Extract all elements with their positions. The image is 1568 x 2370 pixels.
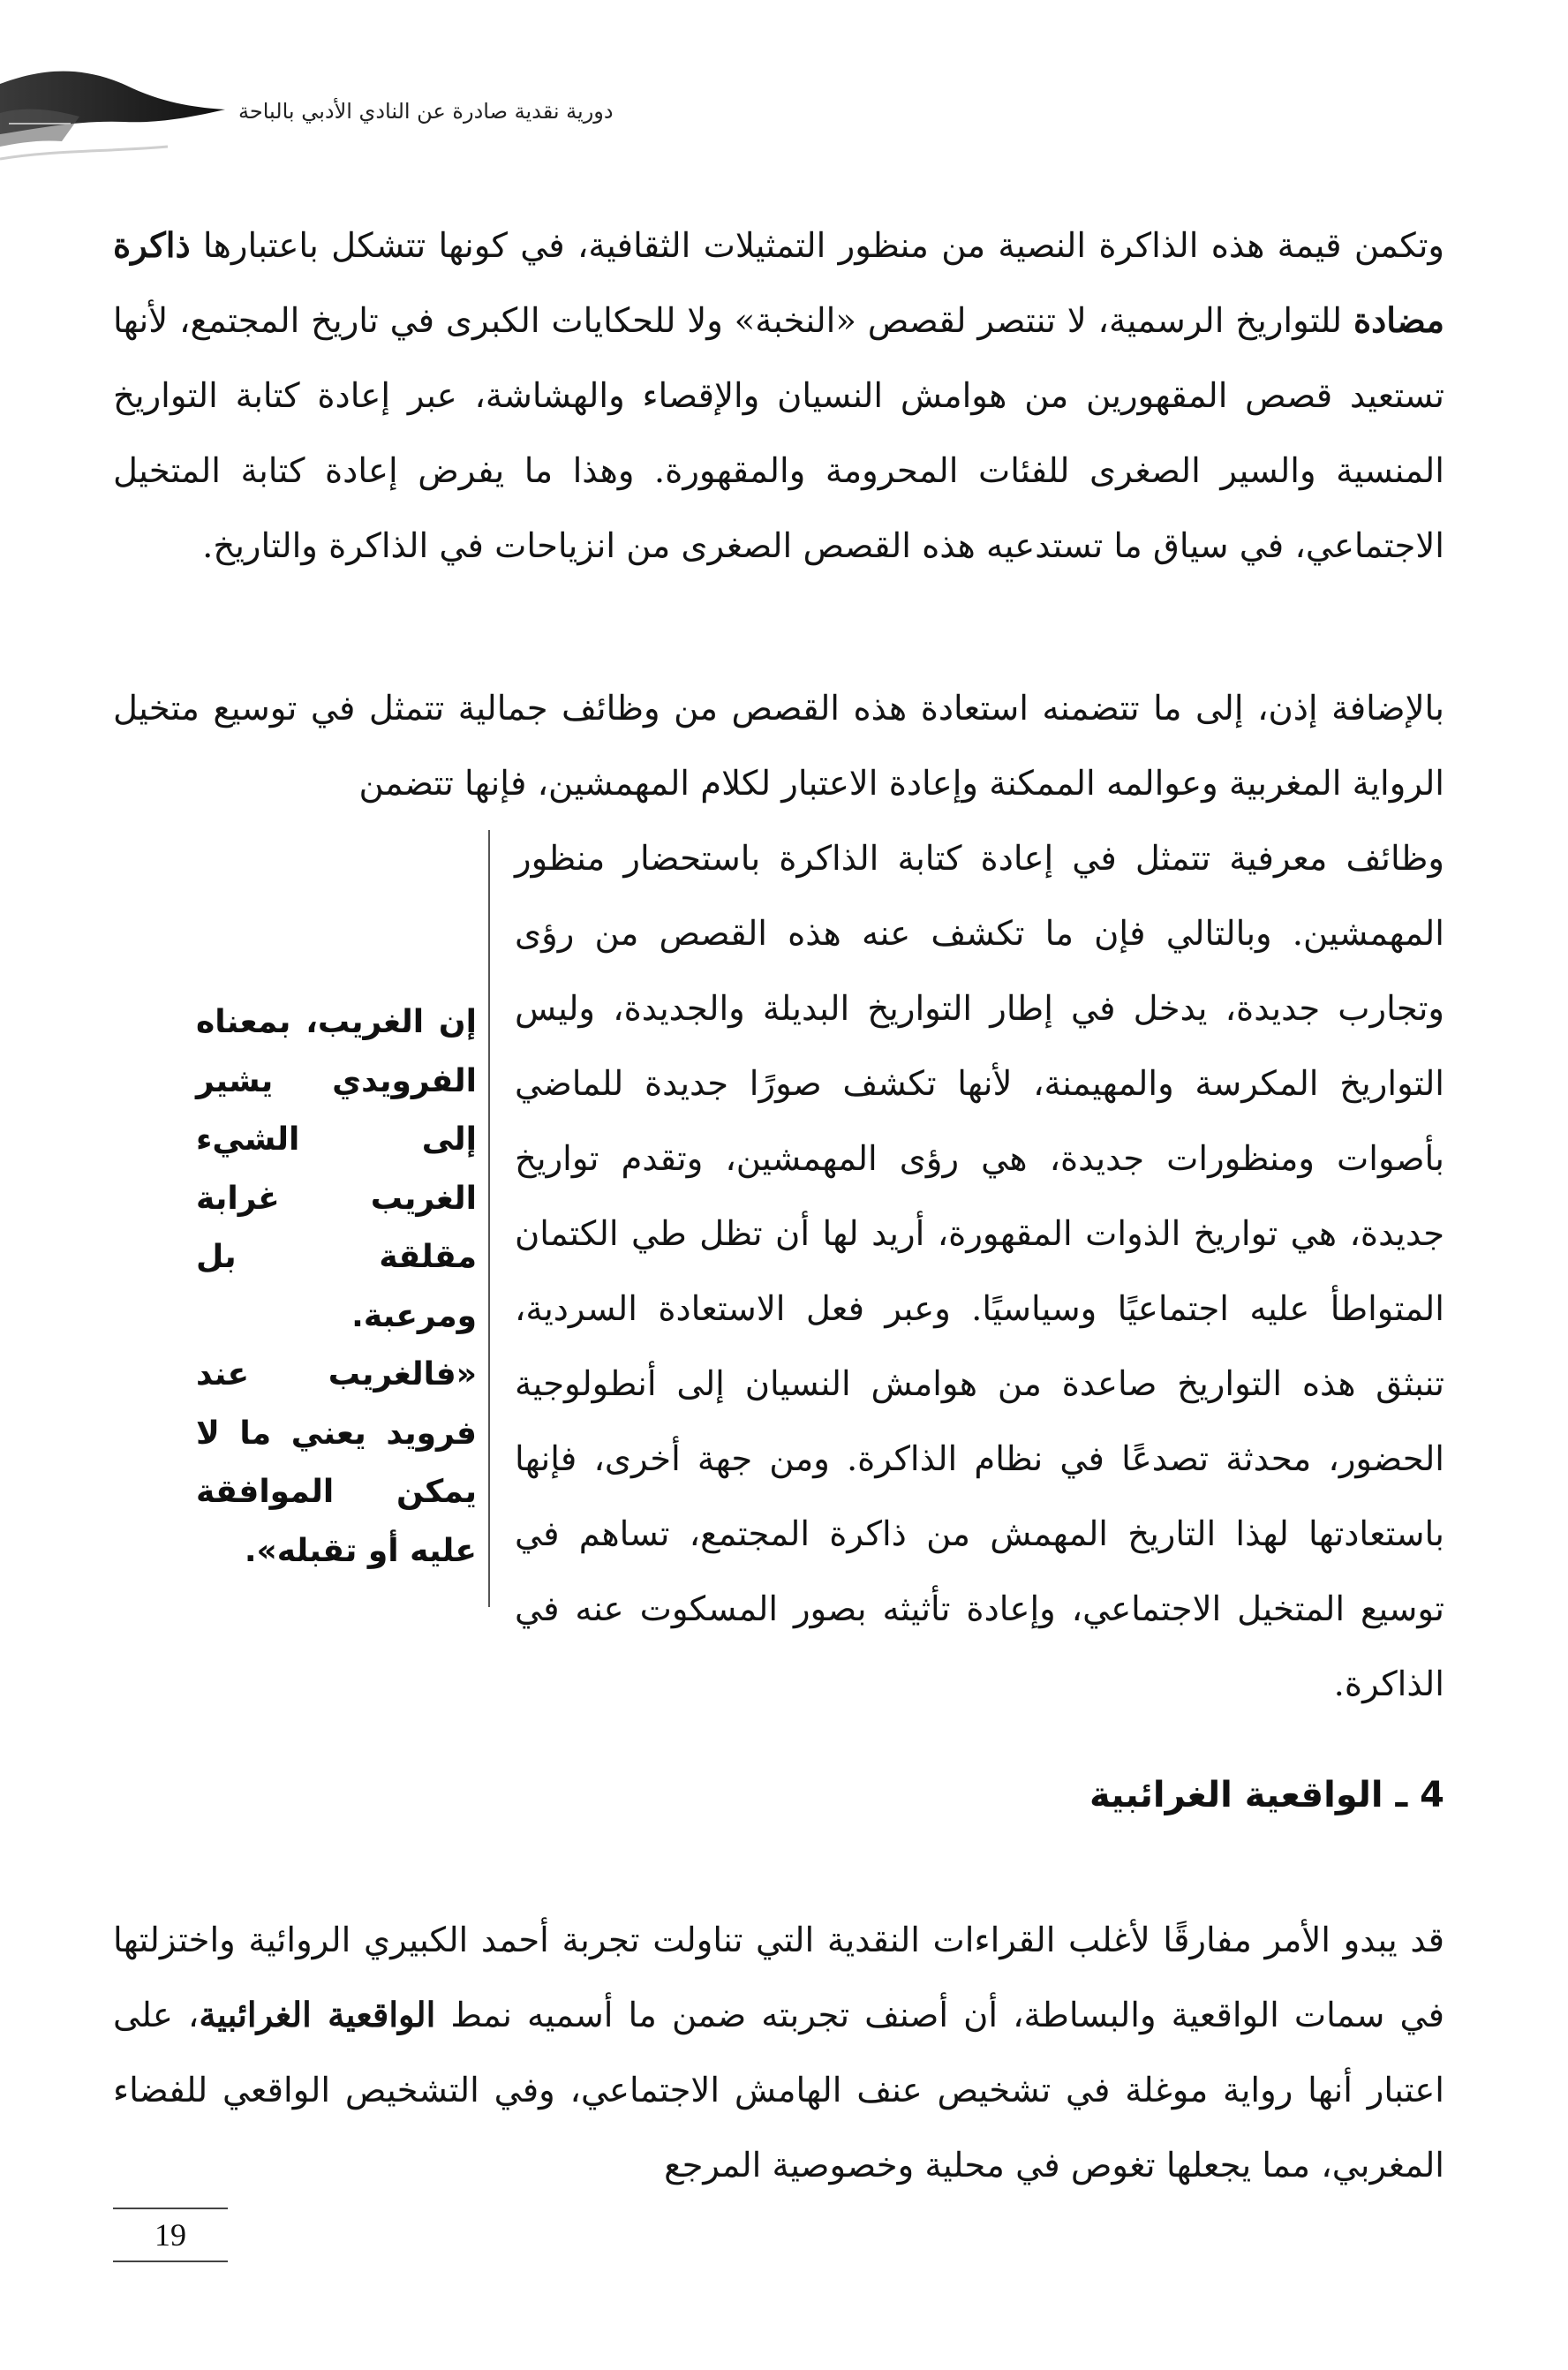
page-header xyxy=(0,0,1568,194)
paragraph-text: قد يبدو الأمر مفارقًا لأغلب القراءات النقدية التي تناولت تجربة أحمد الكبيري الروائية واختزلتها في سمات الواقعية والبساطة، أن أصنف تجربته ضمن ما أسميه نمط xyxy=(113,1921,1444,2035)
footer-rule-bottom xyxy=(113,2261,228,2262)
footer-rule-top xyxy=(113,2208,228,2209)
paragraph-memory-value xyxy=(113,208,1444,584)
page-number: 19 xyxy=(155,2217,186,2253)
paragraph-text: وتكمن قيمة هذه الذاكرة النصية من منظور التمثيلات الثقافية، في كونها تتشكل باعتبارها xyxy=(190,226,1444,266)
paragraph-grotesque-realism xyxy=(113,1903,1444,2203)
journal-logo-icon xyxy=(0,35,230,177)
paragraph-cognitive-functions: وظائف معرفية تتمثل في إعادة كتابة الذاكرة باستحضار منظور المهمشين. وبالتالي فإن ما تكشف عنه هذه القصص من رؤى وتجارب جديدة، يدخل في إطار التواريخ البديلة والجديدة، وليس التواريخ المكرسة والمهيمنة، لأنها تكشف صورًا جديدة للماضي بأصوات ومنظورات جديدة، هي رؤى المهمشين، وتقدم تواريخ جديدة، هي تواريخ الذوات المقهورة، أريد لها أن تظل طي الكتمان المتواطأ عليه اجتماعيًا وسياسيًا. وعبر فعل الاستعادة السردية، تنبثق هذه التواريخ صاعدة من هوامش النسيان إلى أنطولوجية الحضور، محدثة تصدعًا في نظام الذاكرة. ومن جهة أخرى، فإنها باستعادتها لهذا التاريخ المهمش من ذاكرة المجتمع، تساهم في توسيع المتخيل الاجتماعي، وإعادة تأثيثه بصور المسكوت عنه في الذاكرة. xyxy=(515,839,1444,1704)
paragraph-text: للتواريخ الرسمية، لا تنتصر لقصص «النخبة» ولا للحكايات الكبرى في تاريخ المجتمع، لأنها تستعيد قصص المقهورين من هوامش النسيان والإقصاء والهشاشة، عبر إعادة كتابة التواريخ المنسية والسير الصغرى للفئات المحرومة والمقهورة. وهذا ما يفرض إعادة كتابة المتخيل الاجتماعي، في سياق ما تستدعيه هذه القصص الصغرى من انزياحات في الذاكرة والتاريخ. xyxy=(113,301,1444,566)
bold-term-counter-memory: ذاكرة مضادة xyxy=(113,226,1444,341)
bold-term-grotesque-realism: الواقعية الغرائبية xyxy=(199,1996,436,2035)
section-heading: 4 ـ الواقعية الغرائبية xyxy=(1089,1775,1444,1815)
paragraph-text: ، على اعتبار أنها رواية موغلة في تشخيص عنف الهامش الاجتماعي، وفي التشخيص الواقعي للفضاء المغربي، مما يجعلها تغوص في محلية وخصوصية المرجع xyxy=(113,1996,1444,2185)
pull-quote: إن الغريب، بمعناه الفرويدي يشير إلى الشيء الغريب غرابة مقلقة بل ومرعبة. «فالغريب عند فرويد يعني ما لا يمكن الموافقة عليه أو تقبله». xyxy=(196,1004,477,1569)
journal-title: دورية نقدية صادرة عن النادي الأدبي بالباحة xyxy=(238,99,614,124)
paragraph-aesthetic-functions: بالإضافة إذن، إلى ما تتضمنه استعادة هذه القصص من وظائف جمالية تتمثل في توسيع متخيل الرواية المغربية وعوالمه الممكنة وإعادة الاعتبار لكلام المهمشين، فإنها تتضمن xyxy=(113,689,1444,804)
pull-quote-divider xyxy=(488,830,490,1607)
